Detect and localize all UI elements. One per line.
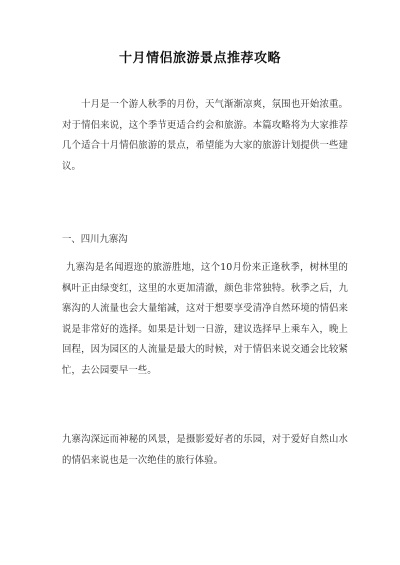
section-heading: 一、四川九寨沟 bbox=[62, 234, 128, 245]
section-paragraph: 九寨沟深远而神秘的风景，是摄影爱好者的乐园，对于爱好自然山水的情侣来说也是一次绝佳的旅行体验。 bbox=[62, 434, 348, 466]
document-title: 十月情侣旅游景点推荐攻略 bbox=[118, 51, 281, 66]
section-paragraph: 九寨沟是名闻遐迩的旅游胜地，这个10月份来正逢秋季，树林里的枫叶正由绿变红，这里的水更加清澈，颜色非常独特。秋季之后，九寨沟的人流量也会大量缩减，这对于想要享受清净自然环境的情侣来说是非常好的选择。如果是计划一日游，建议选择早上乘车入，晚上回程，因为园区的人流量是最大的时候，对于情侣来说交通会比较紧忙，去公园要早一些。 bbox=[62, 262, 348, 376]
intro-paragraph: 十月是一个游人秋季的月份，天气渐渐凉爽，氛围也开始浓重。对于情侣来说，这个季节更适合约会和旅游。本篇攻略将为大家推荐几个适合十月情侣旅游的景点，希望能为大家的旅游计划提供一些建议。 bbox=[62, 99, 348, 172]
